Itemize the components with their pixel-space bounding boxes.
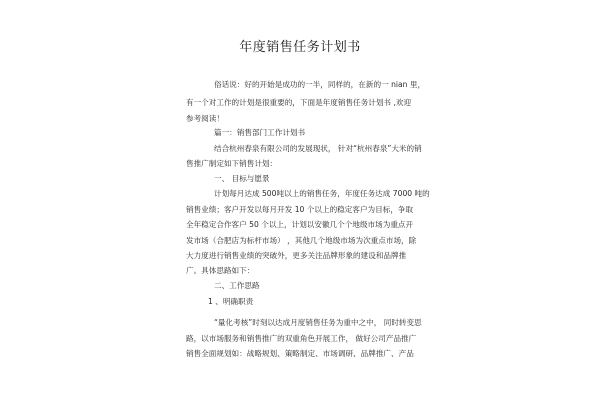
paragraph-line: 计划每月达成 500吨以上的销售任务，年度任务达成 7000 吨的 xyxy=(214,189,430,198)
paragraph-line: “量化考核”时刻以达成月度销售任务为重中之中， 同时转变思 xyxy=(214,318,422,327)
paragraph-line: 大力度进行销售业绩的突破外，更多关注品牌形象的建设和品牌推 xyxy=(186,251,407,260)
paragraph-line: 有一个对工作的计划是很重要的，下面是年度销售任务计划书 ,欢迎 xyxy=(186,98,412,107)
paragraph-line: 发市场（合肥店为标杆市场） ，其他几个地级市场为次重点市场，除 xyxy=(186,236,417,245)
paragraph-line: 路，以市场服务和销售推广的双重角色开展工作， 做好公司产品推广 xyxy=(186,334,417,343)
paragraph-line: 俗话说：好的开始是成功的一半，同样的，在新的一 nian 里， xyxy=(214,80,426,89)
section-heading: 篇一：销售部门工作计划书 xyxy=(214,128,306,137)
paragraph-line: 销售业绩；客户开发以每月开发 10 个以上的稳定客户为目标，争取 xyxy=(186,205,414,214)
section-heading: 二、工作思路 xyxy=(214,281,260,290)
section-heading: 一、 目标与愿景 xyxy=(214,174,270,183)
paragraph-line: 售推广制定如下销售计划： xyxy=(186,159,278,168)
paragraph-line: 结合杭州春泉有限公司的发展现状， 针对“杭州春泉”大米的销 xyxy=(214,144,422,153)
paragraph-line: 销售全面规划如：战略规划、策略制定、市场调研、品牌推广、产品 xyxy=(186,349,414,358)
paragraph-line: 全年稳定合作客户 50 个以上，计划以安徽几个个地级市场为重点开 xyxy=(186,220,414,229)
document-title: 年度销售任务计划书 xyxy=(239,40,361,55)
paragraph-line: 参考阅读！ xyxy=(186,114,224,123)
paragraph-line: 广。具体思路如下： xyxy=(186,266,255,275)
section-heading: 1 、明确职责 xyxy=(208,297,254,306)
